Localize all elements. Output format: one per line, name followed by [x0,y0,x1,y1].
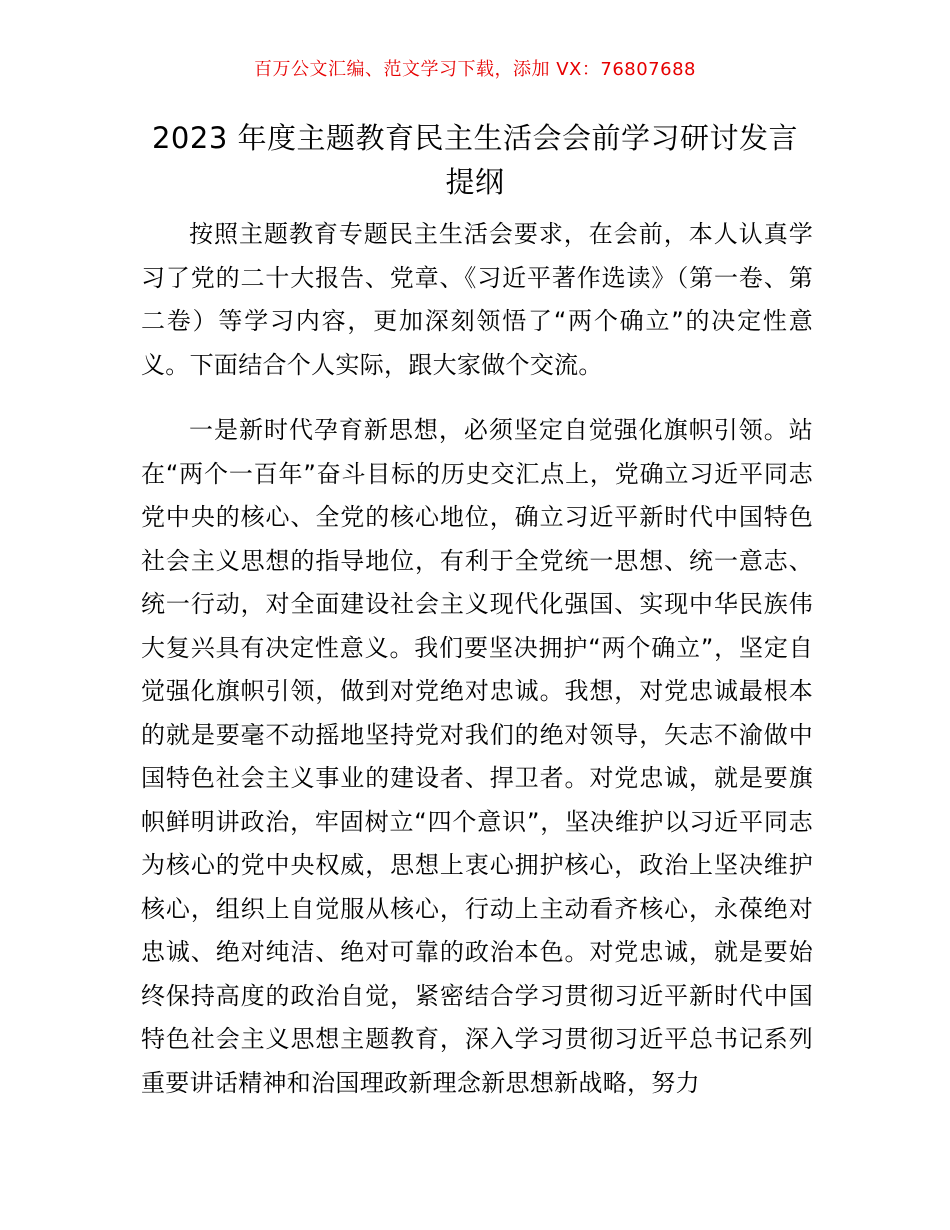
body-paragraph-point-one: 一是新时代孕育新思想，必须坚定自觉强化旗帜引领。站在“两个一百年”奋斗目标的历史交汇点上，党确立习近平同志党中央的核心、全党的核心地位，确立习近平新时代中国特色社会主义思想的指导地位，有利于全党统一思想、统一意志、统一行动，对全面建设社会主义现代化强国、实现中华民族伟大复兴具有决定性意义。我们要坚决拥护“两个确立”，坚定自觉强化旗帜引领，做到对党绝对忠诚。我想，对党忠诚最根本的就是要毫不动摇地坚持党对我们的绝对领导，矢志不渝做中国特色社会主义事业的建设者、捍卫者。对党忠诚，就是要旗帜鲜明讲政治，牢固树立“四个意识”，坚决维护以习近平同志为核心的党中央权威，思想上衷心拥护核心，政治上坚决维护核心，组织上自觉服从核心，行动上主动看齐核心，永葆绝对忠诚、绝对纯洁、绝对可靠的政治本色。对党忠诚，就是要始终保持高度的政治自觉，紧密结合学习贯彻习近平新时代中国特色社会主义思想主题教育，深入学习贯彻习近平总书记系列重要讲话精神和治国理政新理念新思想新战略，努力 [141,416,813,1097]
document-body [141,213,813,1105]
document-title: 2023 年度主题教育民主生活会会前学习研讨发言提纲 [151,121,799,199]
header-watermark-note: 百万公文汇编、范文学习下载，添加 VX：76807688 [254,59,696,80]
body-paragraph-intro: 按照主题教育专题民主生活会要求，在会前，本人认真学习了党的二十大报告、党章、《习近平著作选读》（第一卷、第二卷）等学习内容，更加深刻领悟了“两个确立”的决定性意义。下面结合个人实际，跟大家做个交流。 [141,220,813,379]
